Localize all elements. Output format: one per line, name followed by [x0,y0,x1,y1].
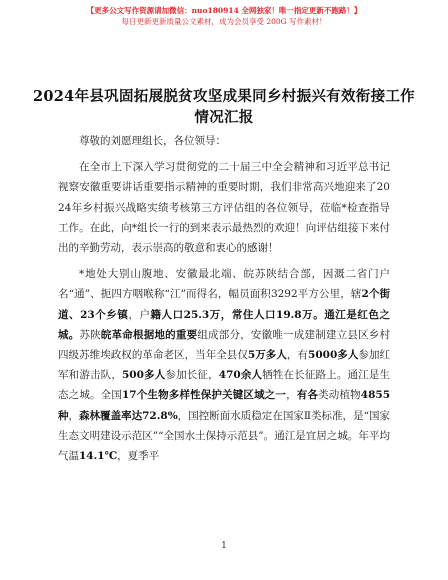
document-body [58,131,390,466]
p2-text-5: ，有 [286,349,309,362]
promo-banner [0,5,448,27]
p2-text-9: ， [286,389,297,402]
p2-bold-11: 森林覆盖率达72.8% [79,409,178,422]
p2-bold-8: 17个生物多样性保护关键区域之一 [122,389,287,402]
p2-text-7: 参加长征， [165,369,219,382]
p2-bold-3: 皖革命根据地的重要 [100,328,198,341]
p2-text-10: 类动植物 [318,389,361,402]
p2-bold-9: 有各 [296,389,319,402]
p2-text-2: ，户 [128,308,151,321]
page-number: 1 [221,541,227,551]
p2-text-3: 苏陕 [79,328,101,341]
p2-bold-7: 470余人 [218,369,263,382]
p2-text-1: *地处大别山腹地、安徽最北端、皖苏陕结合部，因溉二省门户名“通”、扼四方咽喉称“江”而得名，幅员面积3292平方公里，辖 [58,268,390,301]
p2-text-4: 组成部分，安徽唯一成建制建立县区乡村四级苏维埃政权的革命老区，当年全县仅 [58,328,391,362]
p2-text-6: 参加红军和游击队， [58,349,391,382]
salutation: 尊敬的刘愿理组长，各位领导： [79,135,226,147]
promo-banner-line1: 【更多公文写作资源请加微信：nuo180914 全网独家！唯一指定更新不跑路！】 [86,6,362,15]
paragraph-2 [58,264,390,466]
p2-bold-1: 2个街道、23个乡镇 [58,288,390,321]
p2-text-8: 牺牲在长征路上。通江是生态之城。全国 [58,369,391,402]
p2-text-12: ，国控断面水质稳定在国家Ⅱ类标准，是“国家生态文明建设示范区”“全国水土保持示范县”。通江是宜居之城。年平均气温 [58,409,390,463]
promo-banner-line2: 每日更新更新质量公文素材，成为会员享受 200G 写作素材！ [121,17,327,26]
document-title: 2024年县巩固拓展脱贫攻坚成果同乡村振兴有效衔接工作情况汇报 [33,88,415,126]
p2-bold-4: 5万多人 [247,349,287,362]
p2-bold-2: 籍人口25.3万，常住人口19.8万。通江是红色之城。 [58,308,390,341]
p2-bold-10: 4855种 [58,389,391,422]
p2-text-13: ，夏季平 [117,450,160,463]
p2-bold-5: 5000多人 [308,349,359,362]
p2-text-11: ， [68,409,80,422]
paragraph-1: 在全市上下深入学习贯彻党的二十届三中全会精神和习近平总书记视察安徽重要讲话重要指示精神的重要时期，我们非常高兴地迎来了2024年乡村振兴战略实绩考核第三方评估组的各位领导，莅临*检查指导工作。在此，向*组长一行的到来表示最热烈的欢迎！向评估组接下来付出的辛勤劳动，表示崇高的敬意和衷心的感谢！ [58,161,390,255]
p2-bold-12: 14.1℃ [79,450,118,463]
p2-bold-6: 500多人 [122,369,166,382]
